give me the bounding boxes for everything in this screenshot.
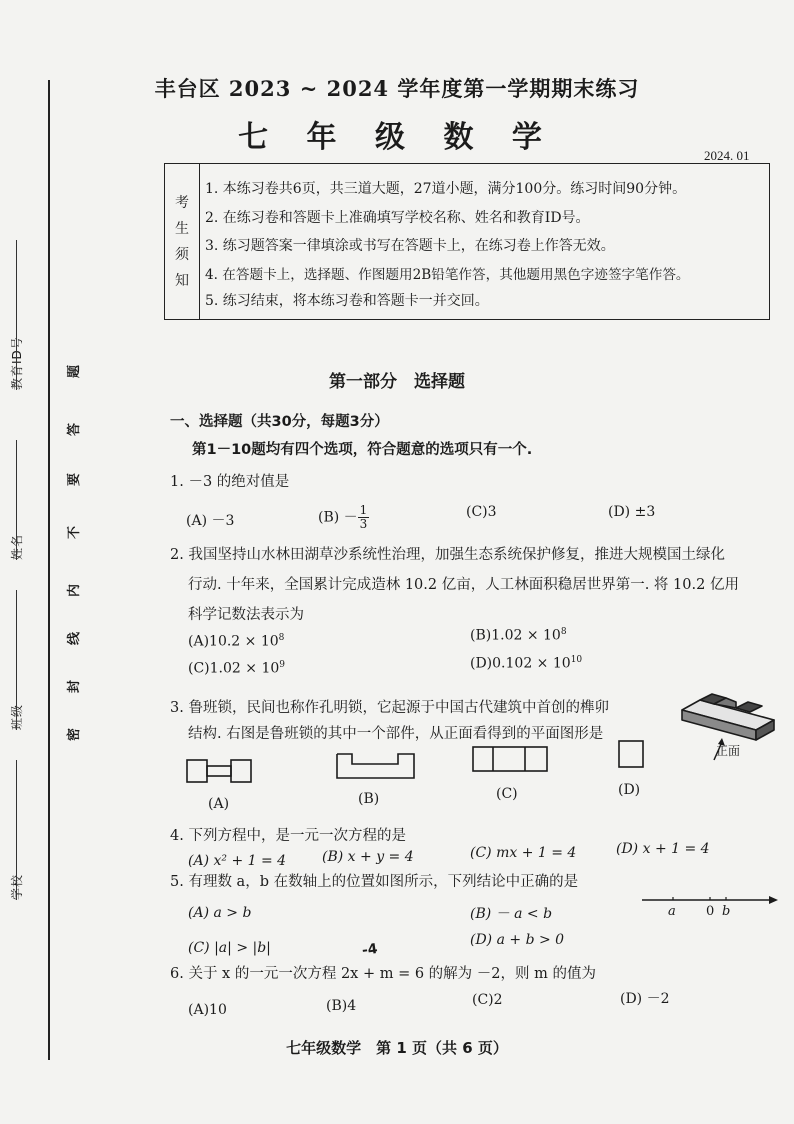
exam-date: 2024. 01 [704, 148, 750, 163]
q4-option-c: (C) mx + 1 = 4 [470, 845, 577, 861]
q3-figure-c [472, 746, 548, 772]
notice-label-char: 生 [175, 220, 189, 237]
q1-fraction [358, 504, 370, 531]
q2-option-c [188, 660, 285, 677]
seal-char-4: 内 [67, 583, 83, 598]
notice-item-2: 2. 在练习卷和答题卡上准确填写学校名称、姓名和教育ID号。 [205, 210, 590, 226]
q3-option-b: (B) [358, 791, 380, 807]
seal-char-5: 不 [67, 525, 83, 540]
q4-option-a: (A) x² + 1 = 4 [188, 853, 287, 869]
field-class-label: 班级 [10, 703, 24, 730]
number-line-label-0: 0 [706, 904, 715, 919]
notice-label [165, 164, 200, 319]
seal-char-1: 密 [67, 727, 83, 742]
front-label: 正面 [716, 744, 741, 758]
page-footer: 七年级数学 第 1 页（共 6 页） [286, 1039, 508, 1057]
q1-stem: 1. －3 的绝对值是 [170, 474, 290, 490]
q3-line-2: 结构. 右图是鲁班锁的其中一个部件，从正面看得到的平面图形是 [188, 726, 604, 742]
number-line-label-a: a [668, 904, 676, 919]
notice-item-1: 1. 本练习卷共6页，共三道大题，27道小题，满分100分。练习时间90分钟。 [205, 181, 687, 197]
q2-option-d-base: (D)0.102 × 10 [470, 655, 571, 672]
q2-option-d-exp: 10 [570, 655, 583, 665]
notice-label-char: 考 [175, 194, 189, 211]
q3-figure-b [336, 752, 416, 780]
q4-stem: 4. 下列方程中，是一元一次方程的是 [170, 828, 406, 844]
q1-option-d: (D) ±3 [608, 504, 656, 520]
q4-option-d: (D) x + 1 = 4 [616, 841, 710, 857]
q1-fraction-numerator: 1 [359, 503, 368, 517]
q3-figure-d [618, 740, 644, 768]
field-name-line [16, 440, 17, 560]
q1-option-b-prefix: (B) － [318, 509, 358, 526]
field-school-label: 学校 [10, 873, 24, 900]
q2-option-a-exp: 8 [278, 633, 285, 643]
seal-char-8: 题 [67, 364, 83, 379]
notice-item-5: 5. 练习结束，将本练习卷和答题卡一并交回。 [205, 293, 489, 309]
q2-option-c-exp: 9 [279, 660, 285, 670]
notice-item-3: 3. 练习题答案一律填涂或书写在答题卡上，在练习卷上作答无效。 [205, 238, 615, 254]
seal-char-2: 封 [67, 679, 83, 694]
q3-figure-a [186, 758, 254, 784]
q5-option-d: (D) a + b > 0 [470, 932, 565, 948]
q2-line-3: 科学记数法表示为 [188, 607, 304, 623]
q2-line-1: 2. 我国坚持山水林田湖草沙系统性治理，加强生态系统保护修复，推进大规模国土绿化 [170, 547, 725, 563]
seal-char-6: 要 [67, 472, 83, 487]
q2-option-b [470, 627, 567, 644]
q4-option-b: (B) x + y = 4 [322, 849, 414, 865]
q1-option-a: (A) －3 [186, 513, 235, 529]
q2-option-b-exp: 8 [560, 627, 567, 637]
subject-title: 七 年 级 数 学 [238, 120, 556, 155]
q5-option-c: (C) |a| > |b| [188, 940, 271, 956]
part-heading: 一、选择题（共30分，每题3分） [170, 414, 389, 430]
q6-option-a: (A)10 [188, 1002, 227, 1018]
field-name-label: 姓名 [10, 533, 24, 560]
q2-line-2: 行动. 十年来，全国累计完成造林 10.2 亿亩，人工林面积稳居世界第一. 将 10.2 亿用 [188, 577, 739, 593]
q6-option-b: (B)4 [326, 998, 357, 1014]
q6-option-c: (C)2 [472, 992, 503, 1008]
binding-line [48, 80, 50, 1060]
notice-label-char: 须 [175, 246, 189, 263]
handwritten-annotation: -4 [360, 940, 379, 960]
seal-char-3: 线 [67, 631, 83, 646]
field-id-label: 教育ID号 [10, 336, 24, 390]
q5-stem: 5. 有理数 a，b 在数轴上的位置如图所示，下列结论中正确的是 [170, 874, 579, 890]
q2-option-b-base: (B)1.02 × 10 [470, 627, 561, 644]
number-line-label-b: b [722, 904, 731, 919]
q1-option-c: (C)3 [466, 504, 497, 520]
notice-label-char: 知 [175, 272, 189, 289]
q5-option-b: (B) － a < b [470, 906, 553, 922]
part-instruction: 第1－10题均有四个选项，符合题意的选项只有一个. [192, 442, 533, 458]
field-class-line [16, 590, 17, 730]
q2-option-a [188, 633, 284, 650]
field-school-line [16, 760, 17, 900]
q2-option-a-base: (A)10.2 × 10 [188, 633, 279, 650]
notice-item-4: 4. 在答题卡上，选择题、作图题用2B铅笔作答，其他题用黑色字迹签字笔作答。 [205, 267, 690, 283]
section-title: 第一部分 选择题 [329, 372, 465, 392]
q3-option-c: (C) [496, 786, 518, 802]
exam-title: 丰台区 2023 ~ 2024 学年度第一学期期末练习 [154, 76, 640, 101]
q3-line-1: 3. 鲁班锁，民间也称作孔明锁，它起源于中国古代建筑中首创的榫卯 [170, 700, 609, 716]
q2-option-c-base: (C)1.02 × 10 [188, 660, 280, 677]
seal-char-7: 答 [67, 422, 83, 437]
q3-option-d: (D) [618, 782, 641, 798]
q6-stem: 6. 关于 x 的一元一次方程 2x + m = 6 的解为 －2，则 m 的值为 [170, 966, 596, 982]
q1-option-b [318, 504, 369, 531]
notice-box [164, 163, 770, 320]
q3-option-a: (A) [208, 796, 230, 812]
q5-option-a: (A) a > b [188, 905, 252, 921]
q6-option-d: (D) －2 [620, 991, 670, 1007]
q1-fraction-denominator: 3 [359, 517, 368, 531]
q2-option-d [470, 655, 582, 672]
